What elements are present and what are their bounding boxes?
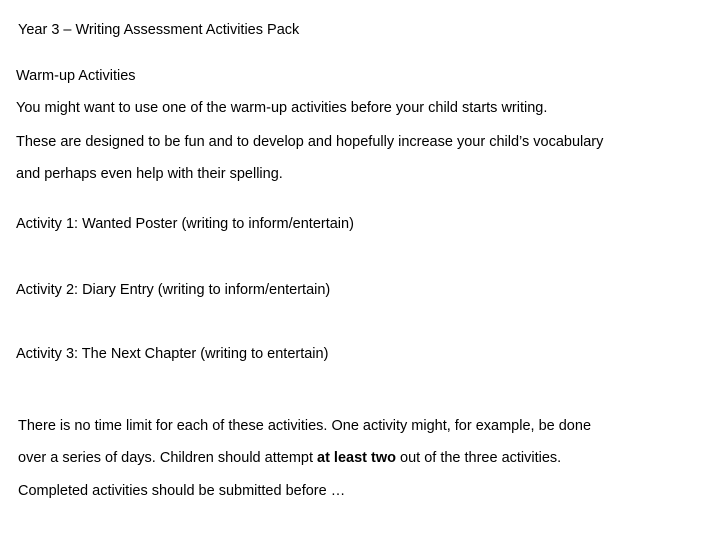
intro-line-2: These are designed to be fun and to develop and hopefully increase your child’s vocabulary [16,134,604,150]
closing-line-1: There is no time limit for each of these activities. One activity might, for example, be done [18,418,592,434]
activity-3: Activity 3: The Next Chapter (writing to entertain) [16,346,329,362]
closing-emphasis: at least two [317,450,396,466]
intro-line-3: and perhaps even help with their spelling. [16,166,283,182]
closing-line-2-start: over a series of days. Children should attempt [18,450,318,466]
closing-line-2 [18,449,561,467]
activity-1: Activity 1: Wanted Poster (writing to inform/entertain) [16,216,354,232]
intro-line-1: You might want to use one of the warm-up activities before your child starts writing. [16,100,548,116]
page-title: Year 3 – Writing Assessment Activities Pack [18,22,300,38]
activity-2: Activity 2: Diary Entry (writing to inform/entertain) [16,282,331,298]
section-heading: Warm-up Activities [16,68,136,84]
closing-line-3: Completed activities should be submitted before … [18,483,346,499]
closing-line-2-end: out of the three activities. [395,450,562,466]
